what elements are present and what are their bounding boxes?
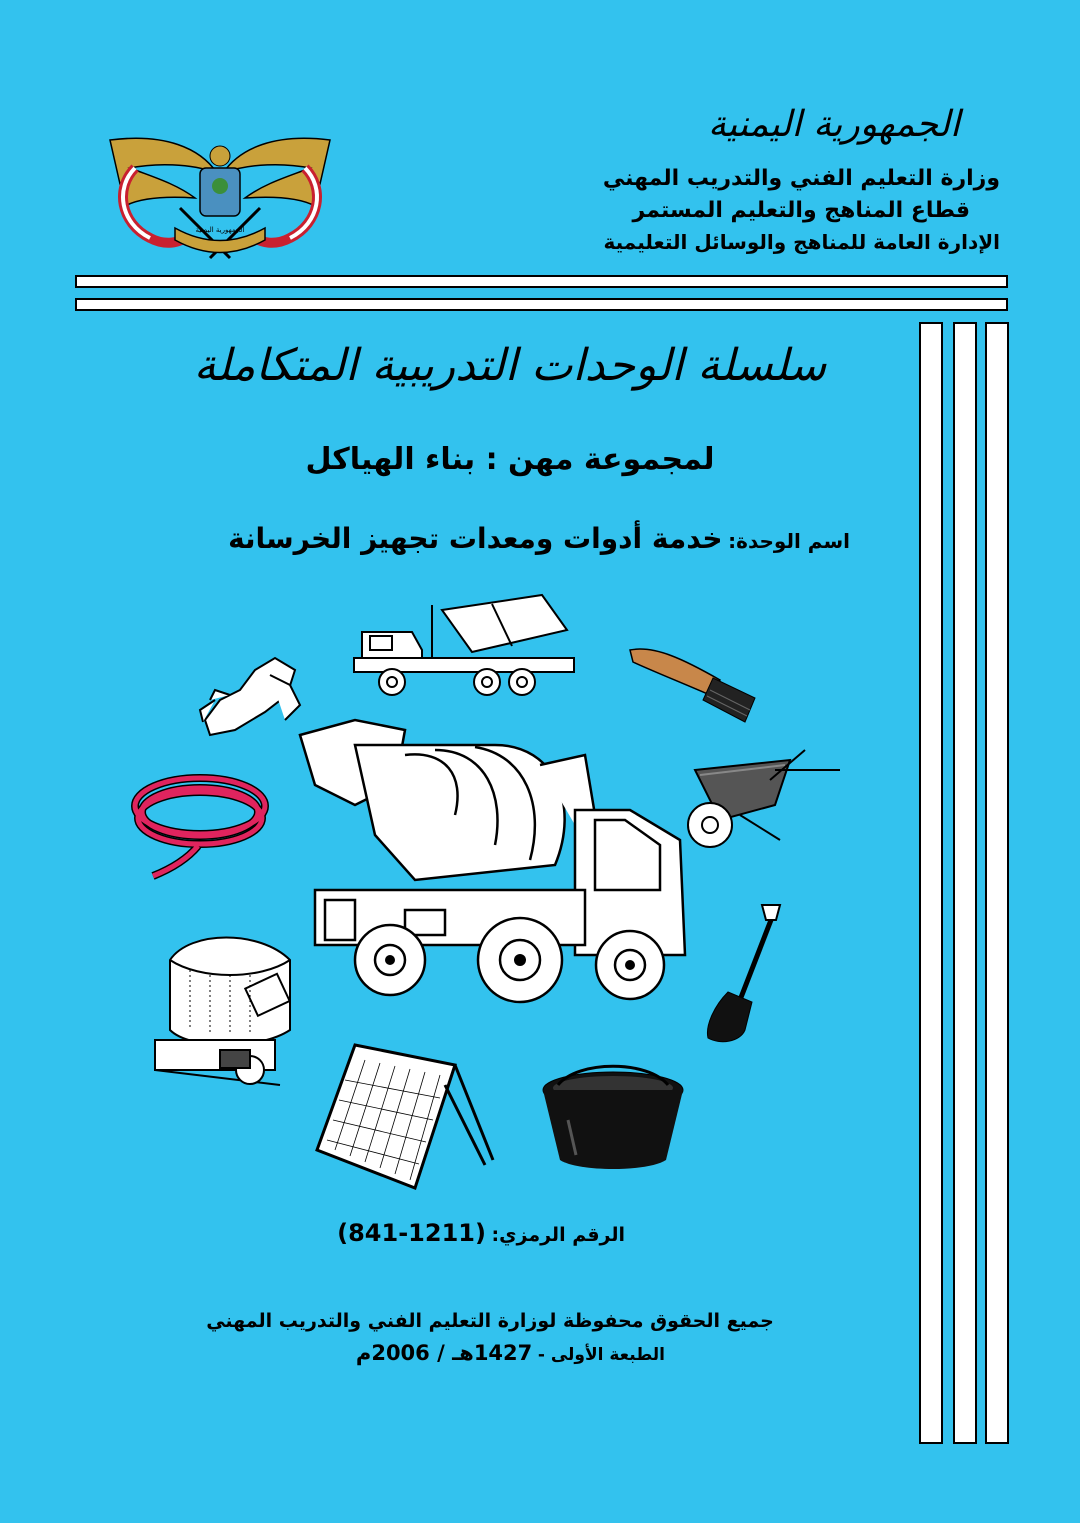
hose-icon <box>128 768 273 883</box>
frame-rule-top-1 <box>75 275 1008 288</box>
unit-name: خدمة أدوات ومعدات تجهيز الخرسانة <box>228 522 723 555</box>
group-title: لمجموعة مهن : بناء الهياكل <box>305 442 715 477</box>
frame-rule-side-1 <box>919 322 943 1444</box>
edition-line <box>320 1341 665 1365</box>
wheelbarrow-icon <box>680 745 845 855</box>
unit-label: اسم الوحدة: <box>728 529 850 553</box>
mixer-truck-small-icon <box>352 590 582 700</box>
concrete-mixer-icon <box>150 920 310 1090</box>
sector-name: قطاع المناهج والتعليم المستمر <box>632 198 970 223</box>
republic-name: الجمهورية اليمنية <box>707 104 960 145</box>
edition-label: الطبعة الأولى - <box>537 1345 665 1365</box>
yemen-emblem-icon <box>105 128 335 268</box>
emblem-ribbon-text: الجمهورية اليمنية <box>195 226 245 234</box>
sieve-frame-icon <box>315 1040 495 1190</box>
mixer-truck-large-icon <box>295 715 695 1015</box>
unit-line <box>130 522 850 555</box>
department-name: الإدارة العامة للمناهج والوسائل التعليمية <box>603 230 1000 254</box>
rights-notice: جميع الحقوق محفوظة لوزارة التعليم الفني والتدريب المهني <box>206 1310 774 1332</box>
code-label: الرقم الرمزي: <box>491 1224 625 1246</box>
gloves-icon <box>195 650 310 745</box>
code-value: (1211-841) <box>337 1219 486 1247</box>
frame-rule-side-2 <box>953 322 977 1444</box>
series-title: سلسلة الوحدات التدريبية المتكاملة <box>193 340 827 391</box>
code-line <box>250 1219 625 1247</box>
bucket-icon <box>538 1060 688 1170</box>
edition-value: 1427هـ / 2006م <box>355 1341 533 1365</box>
shovel-icon <box>700 900 785 1045</box>
ministry-name: وزارة التعليم الفني والتدريب المهني <box>602 166 1000 191</box>
frame-rule-side-3 <box>985 322 1009 1444</box>
frame-rule-top-2 <box>75 298 1008 311</box>
